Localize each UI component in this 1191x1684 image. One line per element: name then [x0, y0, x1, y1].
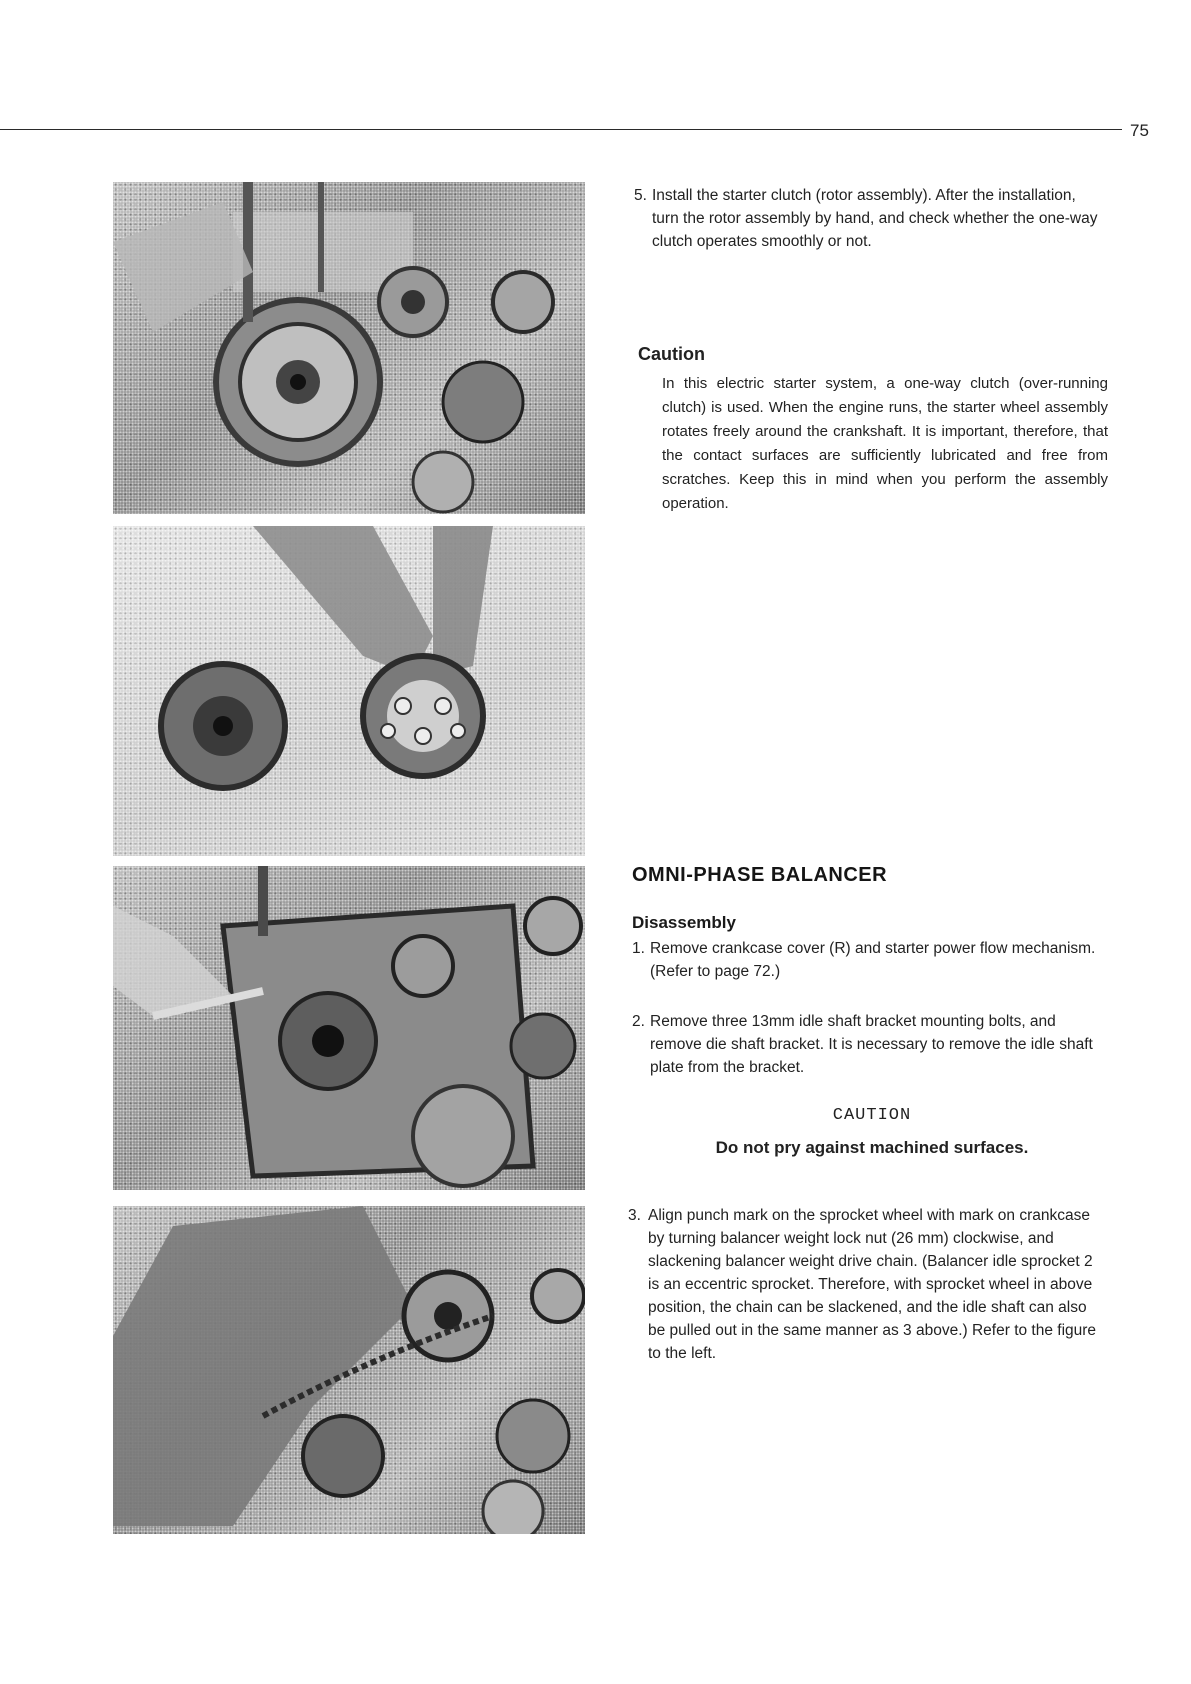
page-number: 75 [1130, 121, 1149, 140]
step-1 [632, 937, 1108, 983]
starter-clutch-installation-photo [113, 182, 585, 514]
caution-body: In this electric starter system, a one-way clutch (over-running clutch) is used. When the engine runs, the starter wheel assembly rotates freely around the crankshaft. It is important, therefore, that the contact surfaces are sufficiently lubricated and free from scratches. Keep this in mind when you perform the assembly operation. [662, 375, 1108, 512]
rotor-assembly-photo [113, 526, 585, 856]
subsection-title: Disassembly [632, 913, 736, 932]
balancer-sprocket-alignment-photo [113, 1206, 585, 1534]
step-number: 5. [634, 187, 647, 204]
caution-notice-title: CAUTION [832, 1106, 912, 1125]
step-text: Remove crankcase cover (R) and starter power flow mechanism. (Refer to page 72.) [650, 940, 1096, 980]
step-number: 3. [628, 1207, 641, 1224]
step-3 [628, 1204, 1108, 1365]
step-text: Remove three 13mm idle shaft bracket mounting bolts, and remove die shaft bracket. It is necessary to remove the idle shaft plate from the bracket. [650, 1013, 1093, 1076]
section-title: OMNI-PHASE BALANCER [632, 864, 888, 886]
step-text: Install the starter clutch (rotor assembly). After the installation, turn the rotor assembly by hand, and check whether the one-way clutch operates smoothly or not. [652, 187, 1098, 250]
step-text: Align punch mark on the sprocket wheel with mark on crankcase by turning balancer weight lock nut (26 mm) clockwise, and slackening balancer weight drive chain. (Balancer idle sprocket 2 is an eccentric sprocket. Therefore, with sprocket wheel in above position, the chain can be slackened, and the idle shaft can also be pulled out in the same manner as 3 above.) Refer to the figure to the left. [648, 1207, 1097, 1362]
step-number: 1. [632, 940, 645, 957]
step-5 [634, 184, 1104, 253]
caution-notice-body: Do not pry against machined surfaces. [715, 1138, 1029, 1157]
header-rule [0, 129, 1122, 130]
idle-shaft-bracket-removal-photo [113, 866, 585, 1190]
caution-title: Caution [638, 344, 705, 364]
step-number: 2. [632, 1013, 645, 1030]
step-2 [632, 1010, 1108, 1079]
